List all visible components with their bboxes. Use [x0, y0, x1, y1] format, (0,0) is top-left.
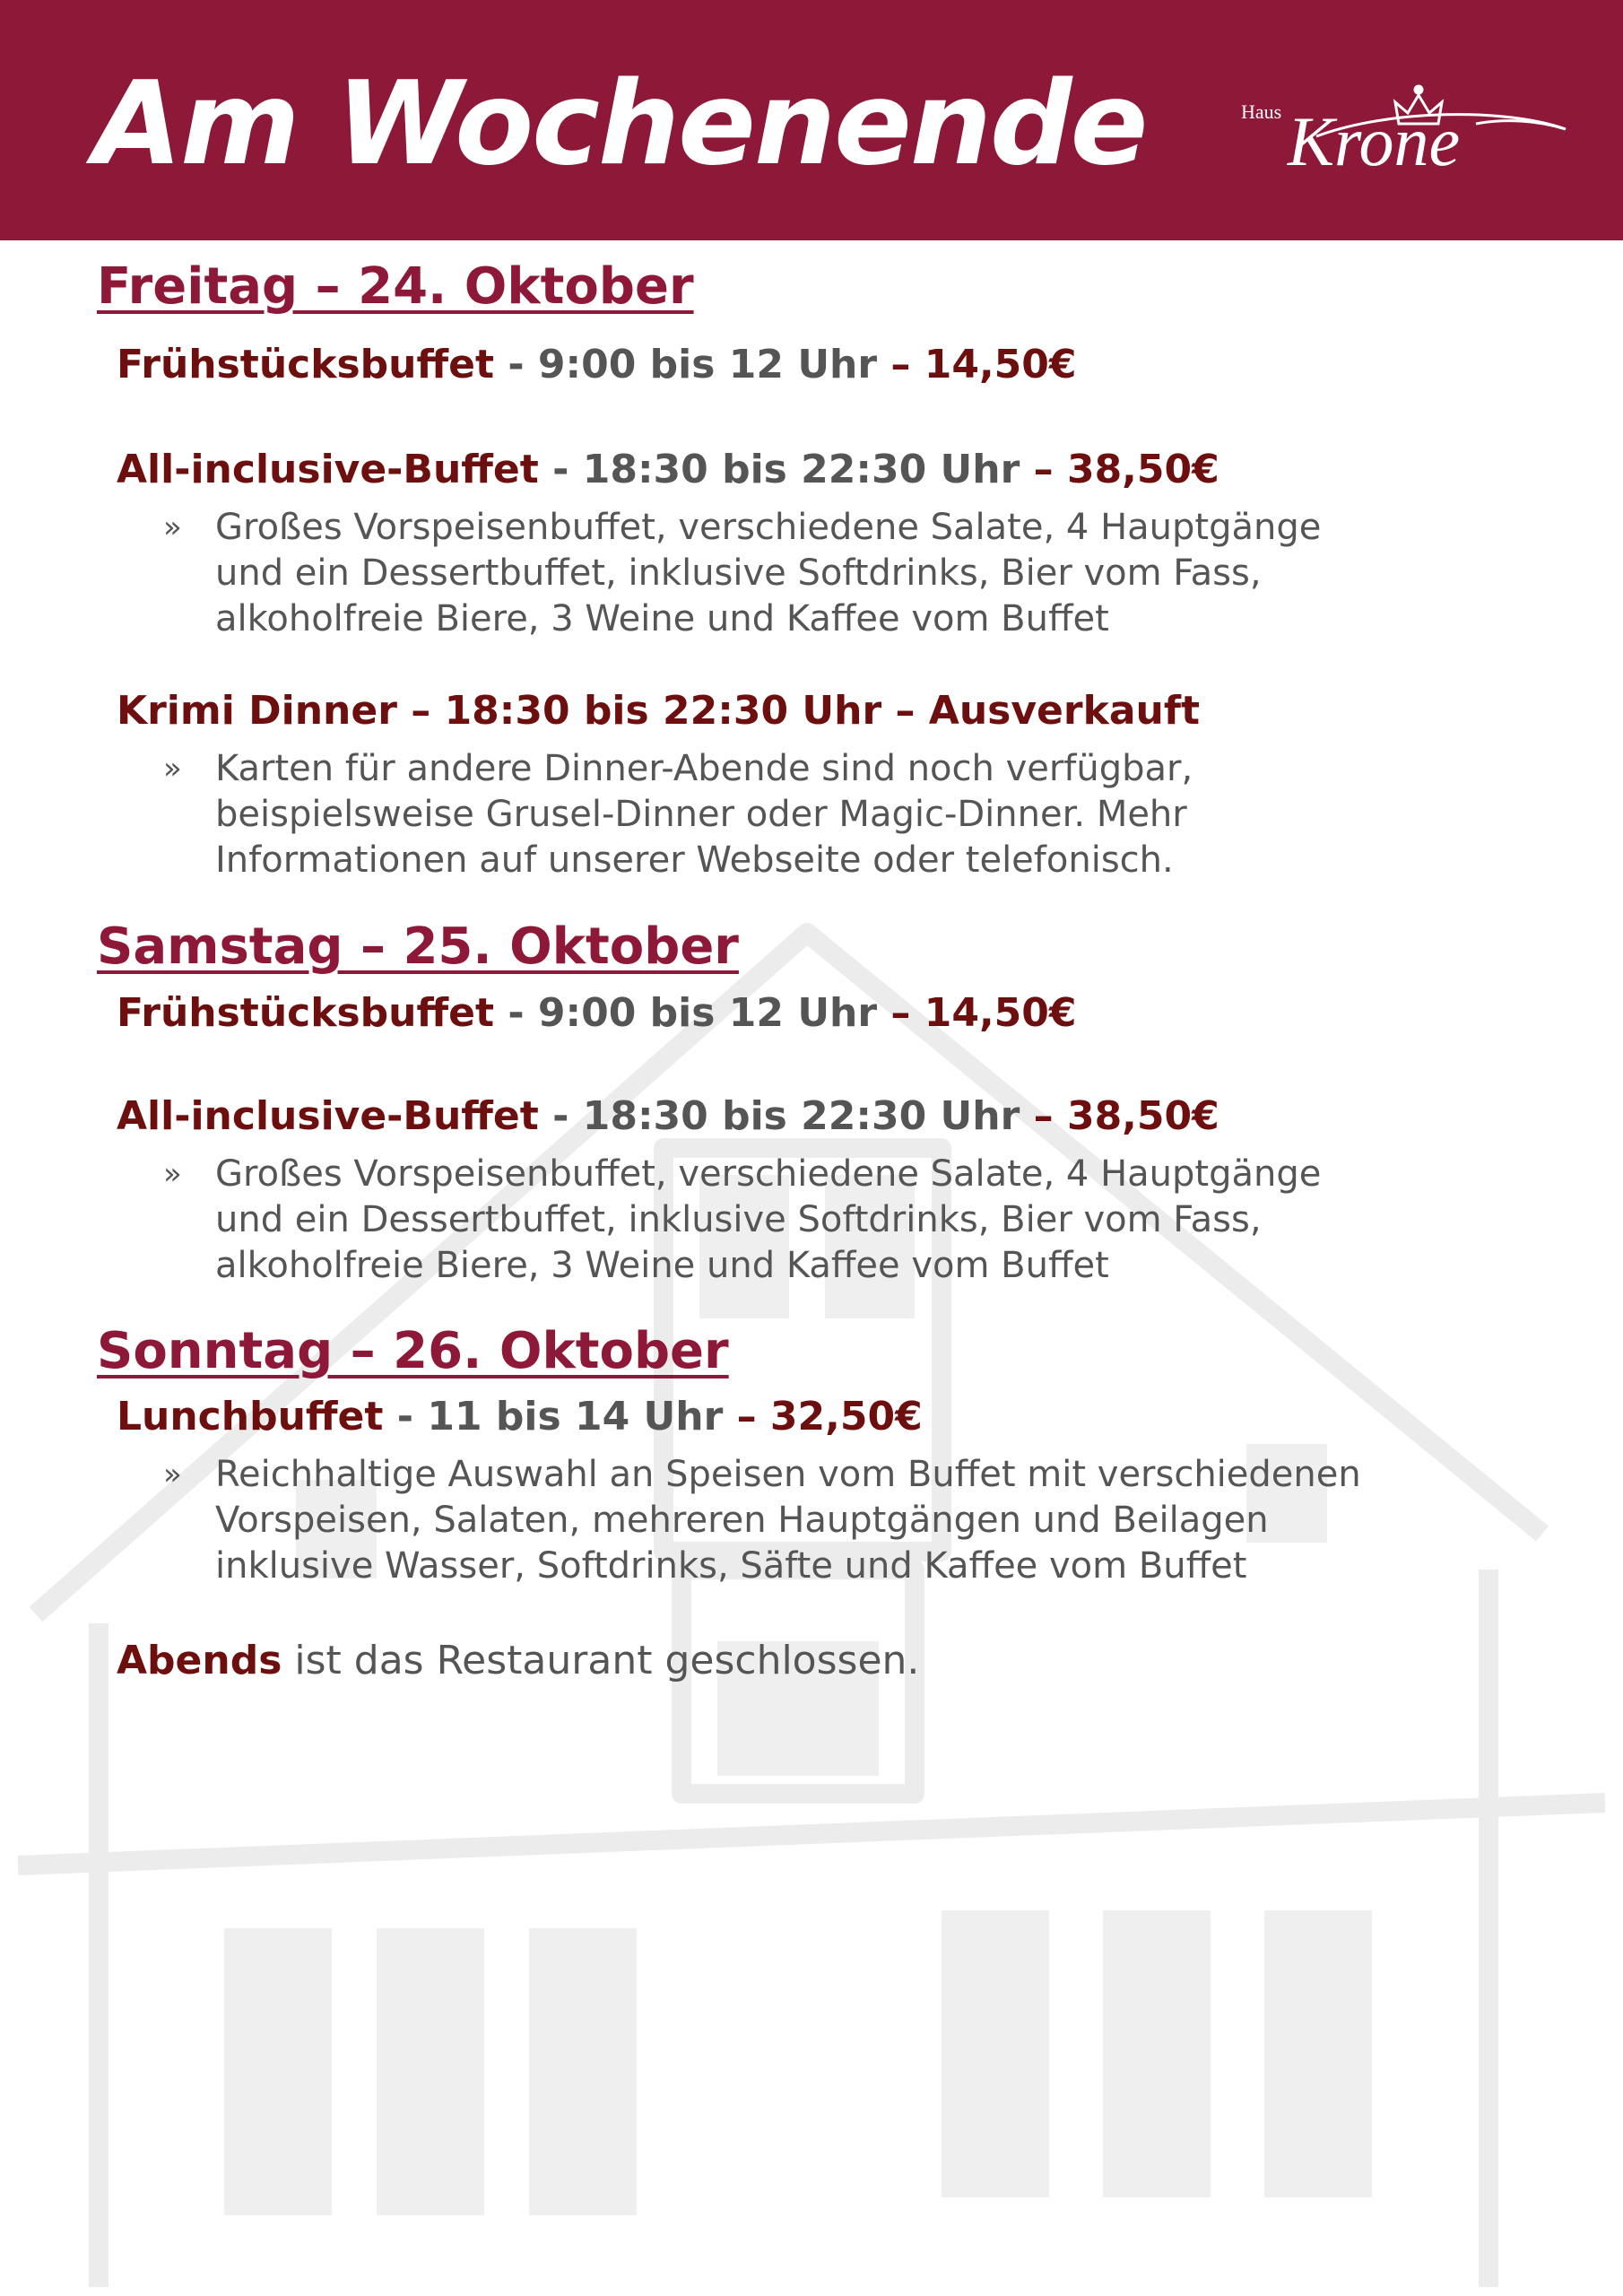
- item-description: » Reichhaltige Auswahl an Speisen vom Buffet mit verschiedenen Vorspeisen, Salaten, mehreren Hauptgängen und Beilagen inklusive Wasser, Softdrinks, Säfte und Kaffee vom Buffet: [163, 1454, 1361, 1587]
- closing-note: [117, 1636, 919, 1686]
- item-name: Lunchbuffet: [117, 1394, 384, 1439]
- menu-item-allinclusive-friday: All-inclusive-Buffet - 18:30 bis 22:30 Uhr – 38,50€: [117, 447, 1219, 492]
- day-heading-friday: Freitag – 24. Oktober: [97, 257, 694, 316]
- item-name: All-inclusive-Buffet: [117, 447, 539, 492]
- logo-small-text: Haus: [1241, 100, 1282, 123]
- logo-main-text: Krone: [1288, 102, 1461, 180]
- menu-item-allinclusive-saturday: All-inclusive-Buffet - 18:30 bis 22:30 Uhr – 38,50€: [117, 1093, 1219, 1139]
- menu-item-breakfast-friday: Frühstücksbuffet - 9:00 bis 12 Uhr – 14,50€: [117, 342, 1077, 387]
- item-description: » Karten für andere Dinner-Abende sind noch verfügbar, beispielsweise Grusel-Dinner oder Magic-Dinner. Mehr Informationen auf unserer Webseite oder telefonisch.: [163, 748, 1193, 881]
- item-price: 14,50€: [924, 342, 1077, 387]
- day-heading-sunday: Sonntag – 26. Oktober: [97, 1322, 729, 1380]
- item-description: » Großes Vorspeisenbuffet, verschiedene Salate, 4 Hauptgänge und ein Dessertbuffet, inklusive Softdrinks, Bier vom Fass, alkoholfreie Biere, 3 Weine und Kaffee vom Buffet: [163, 1153, 1322, 1286]
- item-price: 38,50€: [1066, 1093, 1219, 1139]
- item-price: Ausverkauft: [928, 688, 1201, 734]
- day-heading-saturday: Samstag – 25. Oktober: [97, 918, 739, 976]
- item-time: 18:30 bis 22:30 Uhr: [582, 1093, 1020, 1139]
- item-name: Frühstücksbuffet: [117, 990, 495, 1036]
- item-price: 38,50€: [1066, 447, 1219, 492]
- item-time: 18:30 bis 22:30 Uhr: [444, 688, 882, 734]
- closing-note-text: ist das Restaurant geschlossen.: [282, 1638, 920, 1683]
- menu-item-lunchbuffet: Lunchbuffet - 11 bis 14 Uhr – 32,50€: [117, 1394, 923, 1439]
- item-time: 9:00 bis 12 Uhr: [537, 990, 878, 1036]
- closing-note-bold: Abends: [117, 1638, 282, 1683]
- item-price: 32,50€: [769, 1394, 923, 1439]
- bullet-icon: »: [163, 1156, 182, 1192]
- header-banner: [0, 0, 1623, 240]
- bullet-icon: »: [163, 1457, 182, 1492]
- item-time: 18:30 bis 22:30 Uhr: [582, 447, 1020, 492]
- item-description: » Großes Vorspeisenbuffet, verschiedene Salate, 4 Hauptgänge und ein Dessertbuffet, inklusive Softdrinks, Bier vom Fass, alkoholfreie Biere, 3 Weine und Kaffee vom Buffet: [163, 507, 1322, 639]
- item-name: Krimi Dinner: [117, 688, 397, 734]
- bullet-icon: »: [163, 751, 182, 787]
- item-name: Frühstücksbuffet: [117, 342, 495, 387]
- menu-item-krimi-dinner: Krimi Dinner – 18:30 bis 22:30 Uhr – Ausverkauft: [117, 688, 1201, 734]
- menu-item-breakfast-saturday: Frühstücksbuffet - 9:00 bis 12 Uhr – 14,50€: [117, 990, 1077, 1036]
- item-time: 9:00 bis 12 Uhr: [537, 342, 878, 387]
- item-time: 11 bis 14 Uhr: [427, 1394, 724, 1439]
- item-price: 14,50€: [924, 990, 1077, 1036]
- page-title: Am Wochenende: [93, 57, 1147, 191]
- haus-krone-logo: [1236, 72, 1575, 184]
- bullet-icon: »: [163, 509, 182, 545]
- item-name: All-inclusive-Buffet: [117, 1093, 539, 1139]
